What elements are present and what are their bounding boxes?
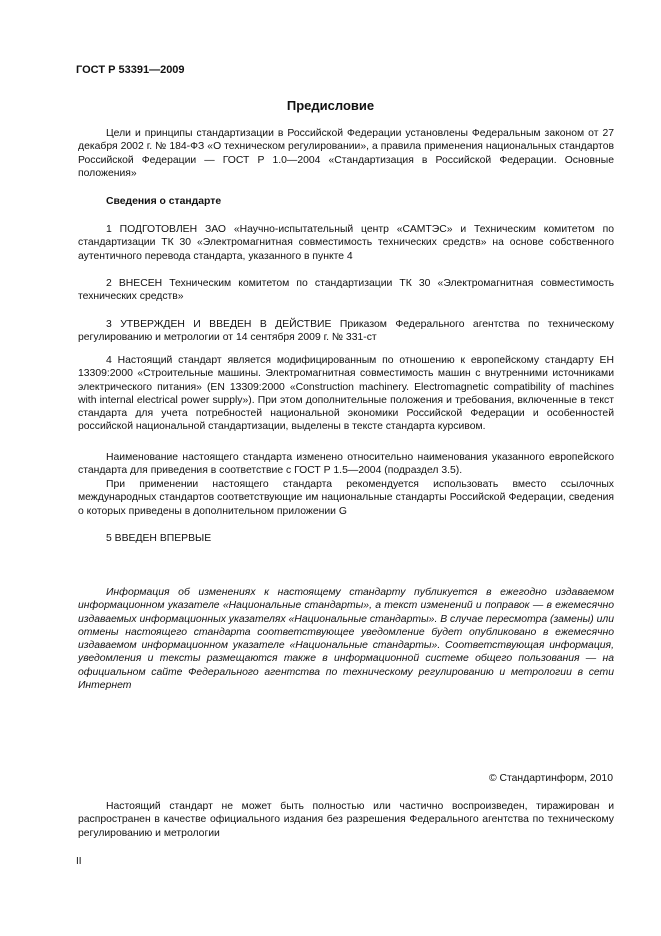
document-code: ГОСТ Р 53391—2009	[76, 64, 185, 76]
item-1: 1 ПОДГОТОВЛЕН ЗАО «Научно-испытательный центр «САМТЭС» и Техническим комитетом по стандартизации ТК 30 «Электромагнитная совместимость технических средств» на основе собственного аутентичного перевода стандарта, указанного в пункте 4	[78, 224, 614, 262]
item-2: 2 ВНЕСЕН Техническим комитетом по стандартизации ТК 30 «Электромагнитная совместимость технических средств»	[78, 278, 614, 303]
notice-paragraph: Информация об изменениях к настоящему стандарту публикуется в ежегодно издаваемом информационном указателе «Национальные стандарты», а текст изменений и поправок — в ежемесячно издаваемых информационных указателях «Национальные стандарты». В случае пересмотра (замены) или отмены настоящего стандарта соответствующее уведомление будет опубликовано в ежемесячно издаваемом информационном указателе «Национальные стандарты». Соответствующая информация, уведомления и тексты размещаются также в информационной системе общего пользования — на официальном сайте Федерального агентства по техническому регулированию и метрологии в сети Интернет	[78, 587, 614, 692]
item-4: 4 Настоящий стандарт является модифицированным по отношению к европейскому стандарту ЕН 13309:2000 «Строительные машины. Электромагнитная совместимость машин с внутренними источниками электрического питания» (EN 13309:2000 «Construction machinery. Electromagnetic compatibility of machines with internal electrical power supply»). При этом дополнительные положения и требования, включенные в текст стандарта для учета потребностей национальной экономики Российской Федерации и особенностей российской национальной стандартизации, выделены в тексте стандарта курсивом.	[78, 355, 614, 433]
item-4-note-refs: При применении настоящего стандарта рекомендуется использовать вместо ссылочных международных стандартов соответствующие им национальные стандарты Российской Федерации, сведения о которых приведены в дополнительном приложении G	[78, 479, 614, 517]
copyright-line: © Стандартинформ, 2010	[488, 773, 613, 784]
item-4-note-name: Наименование настоящего стандарта изменено относительно наименования указанного европейского стандарта для приведения в соответствие с ГОСТ Р 1.5—2004 (подраздел 3.5).	[78, 452, 614, 477]
item-3: 3 УТВЕРЖДЕН И ВВЕДЕН В ДЕЙСТВИЕ Приказом Федерального агентства по техническому регулированию и метрологии от 14 сентября 2009 г. № 331-ст	[78, 319, 614, 344]
intro-paragraph: Цели и принципы стандартизации в Российской Федерации установлены Федеральным законом от 27 декабря 2002 г. № 184-ФЗ «О техническом регулировании», а правила применения национальных стандартов Российской Федерации — ГОСТ Р 1.0—2004 «Стандартизация в Российской Федерации. Основные положения»	[78, 128, 614, 179]
section-heading: Сведения о стандарте	[106, 196, 222, 207]
item-5: 5 ВВЕДЕН ВПЕРВЫЕ	[106, 533, 212, 544]
page-number: II	[76, 856, 82, 867]
page-title: Предисловие	[286, 98, 375, 113]
rights-paragraph: Настоящий стандарт не может быть полностью или частично воспроизведен, тиражирован и распространен в качестве официального издания без разрешения Федерального агентства по техническому регулированию и метрологии	[78, 801, 614, 839]
